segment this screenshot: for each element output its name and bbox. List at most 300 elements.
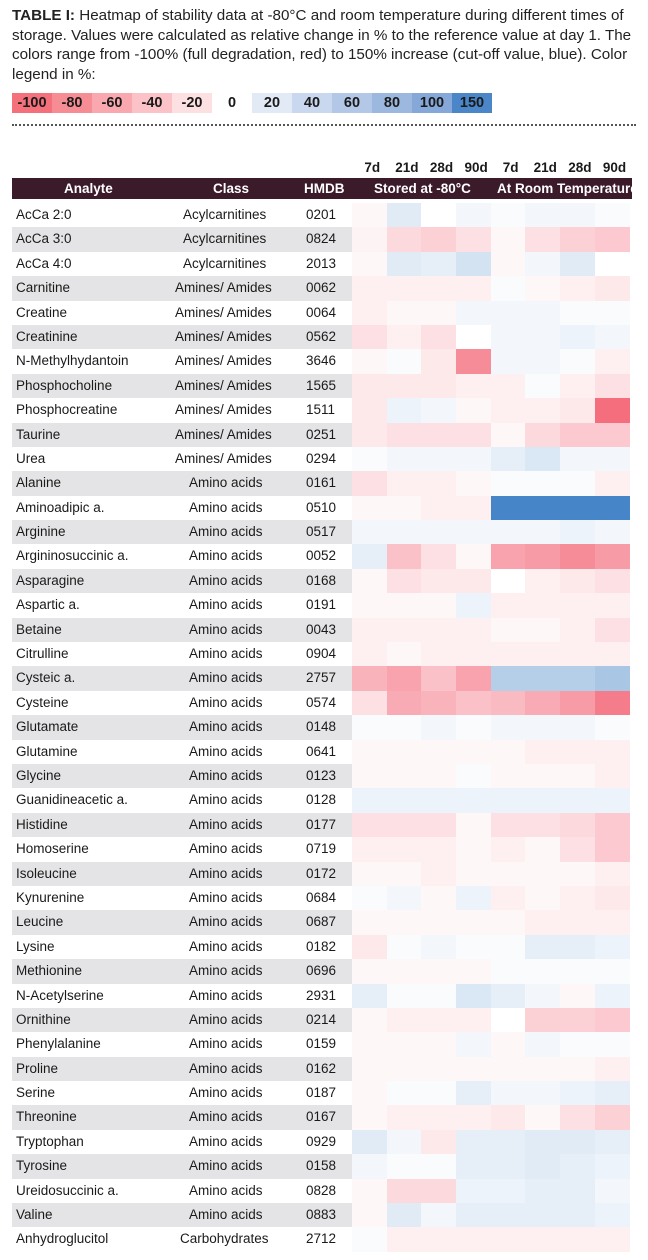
- heatmap-cell: [352, 1057, 387, 1081]
- heatmap-cell: [421, 1203, 456, 1227]
- heatmap-cell: [560, 276, 595, 300]
- analyte-name: Citrulline: [16, 646, 69, 662]
- heatmap-cell: [387, 325, 422, 349]
- heatmap-cell: [491, 1105, 526, 1129]
- heatmap-cell: [491, 1130, 526, 1154]
- period-label: 90d: [464, 160, 488, 175]
- heatmap-cell: [560, 398, 595, 422]
- heatmap-cells: [352, 618, 630, 642]
- analyte-name: Anhydroglucitol: [16, 1231, 109, 1247]
- heatmap-cell: [421, 203, 456, 227]
- heatmap-cell: [525, 813, 560, 837]
- analyte-class: Amines/ Amides: [175, 304, 272, 320]
- table-row: [12, 740, 632, 764]
- heatmap-cell: [525, 544, 560, 568]
- analyte-name: Alanine: [16, 475, 62, 491]
- heatmap-cell: [560, 423, 595, 447]
- heatmap-cell: [595, 374, 630, 398]
- analyte-class: Acylcarnitines: [183, 207, 267, 222]
- table-row: [12, 227, 632, 251]
- table-row: [12, 203, 632, 227]
- heatmap-cell: [595, 1203, 630, 1227]
- analyte-class: Amino acids: [189, 963, 263, 979]
- dotted-divider: [12, 124, 636, 126]
- heatmap-cell: [560, 666, 595, 690]
- heatmap-cell: [491, 1154, 526, 1178]
- table-row: [12, 1105, 632, 1129]
- heatmap-cell: [456, 1227, 491, 1251]
- heatmap-cell: [421, 447, 456, 471]
- heatmap-cell: [352, 471, 387, 495]
- heatmap-cell: [595, 642, 630, 666]
- analyte-class: Amino acids: [189, 743, 263, 759]
- heatmap-cell: [421, 423, 456, 447]
- heatmap-cell: [421, 715, 456, 739]
- analyte-class: Amino acids: [189, 865, 263, 881]
- legend-swatch: -100: [12, 93, 52, 113]
- analyte-class: Amino acids: [189, 499, 263, 515]
- table-row: [12, 544, 632, 568]
- heatmap-cell: [421, 1227, 456, 1251]
- table-row: [12, 691, 632, 715]
- analyte-class: Amino acids: [189, 816, 263, 832]
- table-row: [12, 935, 632, 959]
- heatmap-cell: [595, 1227, 630, 1251]
- heatmap-cell: [456, 593, 491, 617]
- heatmap-cell: [560, 1008, 595, 1032]
- heatmap-cell: [595, 203, 630, 227]
- heatmap-cell: [491, 496, 526, 520]
- period-label: 28d: [568, 160, 592, 175]
- heatmap-cell: [387, 691, 422, 715]
- heatmap-cells: [352, 374, 630, 398]
- heatmap-cell: [352, 325, 387, 349]
- heatmap-cell: [525, 837, 560, 861]
- heatmap-cell: [560, 1227, 595, 1251]
- heatmap-cell: [421, 227, 456, 251]
- heatmap-cell: [387, 496, 422, 520]
- heatmap-cell: [387, 715, 422, 739]
- legend-swatch: 0: [212, 93, 252, 113]
- analyte-class: Amino acids: [189, 987, 263, 1003]
- heatmap-cell: [560, 544, 595, 568]
- heatmap-cell: [491, 569, 526, 593]
- heatmap-cell: [456, 423, 491, 447]
- heatmap-cell: [491, 374, 526, 398]
- heatmap-cell: [421, 1179, 456, 1203]
- heatmap-cell: [456, 1008, 491, 1032]
- analyte-name: Kynurenine: [16, 889, 85, 905]
- heatmap-cell: [456, 496, 491, 520]
- heatmap-cell: [560, 788, 595, 812]
- heatmap-cell: [456, 301, 491, 325]
- heatmap-cell: [387, 1032, 422, 1056]
- heatmap-cell: [595, 764, 630, 788]
- hmdb-id: 0191: [306, 597, 337, 613]
- row-label-background: [12, 1081, 352, 1105]
- hmdb-id: 1565: [306, 377, 337, 393]
- heatmap-cell: [456, 374, 491, 398]
- hmdb-id: 0128: [306, 792, 337, 808]
- hmdb-id: 0904: [306, 646, 337, 662]
- analyte-class: Amino acids: [189, 792, 263, 808]
- period-label: 21d: [395, 160, 419, 175]
- heatmap-cell: [525, 1032, 560, 1056]
- heatmap-cell: [387, 1057, 422, 1081]
- heatmap-cell: [491, 788, 526, 812]
- heatmap-cell: [491, 984, 526, 1008]
- heatmap-cell: [525, 1203, 560, 1227]
- heatmap-cell: [595, 496, 630, 520]
- heatmap-cell: [560, 569, 595, 593]
- heatmap-cell: [421, 837, 456, 861]
- analyte-class: Amino acids: [189, 548, 263, 564]
- analyte-class: Amino acids: [189, 914, 263, 930]
- heatmap-cell: [387, 862, 422, 886]
- heatmap-cell: [421, 1130, 456, 1154]
- heatmap-cell: [595, 471, 630, 495]
- analyte-name: Leucine: [16, 914, 64, 930]
- hmdb-id: 2013: [306, 255, 337, 271]
- heatmap-cells: [352, 837, 630, 861]
- heatmap-cell: [387, 276, 422, 300]
- heatmap-cell: [387, 959, 422, 983]
- heatmap-cell: [387, 642, 422, 666]
- heatmap-cell: [595, 959, 630, 983]
- heatmap-cell: [387, 1154, 422, 1178]
- header-stored-minus80: Stored at -80°C: [374, 181, 471, 196]
- heatmap-cell: [352, 1227, 387, 1251]
- heatmap-cell: [525, 349, 560, 373]
- header-room-temperature: At Room Temperature: [497, 181, 638, 196]
- table-row: [12, 423, 632, 447]
- heatmap-cells: [352, 423, 630, 447]
- header-analyte: Analyte: [64, 181, 113, 196]
- heatmap-cell: [525, 1008, 560, 1032]
- heatmap-cell: [560, 935, 595, 959]
- heatmap-cell: [525, 935, 560, 959]
- heatmap-cell: [387, 1081, 422, 1105]
- heatmap-cell: [456, 203, 491, 227]
- hmdb-id: 0172: [306, 865, 337, 881]
- heatmap-cell: [491, 471, 526, 495]
- heatmap-cell: [595, 618, 630, 642]
- heatmap-cell: [387, 569, 422, 593]
- heatmap-cells: [352, 398, 630, 422]
- heatmap-cells: [352, 984, 630, 1008]
- heatmap-cell: [525, 520, 560, 544]
- table-row: [12, 1179, 632, 1203]
- analyte-class: Amino acids: [189, 719, 263, 735]
- heatmap-cell: [525, 764, 560, 788]
- heatmap-cells: [352, 740, 630, 764]
- heatmap-cell: [421, 642, 456, 666]
- heatmap-cell: [560, 227, 595, 251]
- legend-swatch: 100: [412, 93, 452, 113]
- heatmap-cell: [352, 837, 387, 861]
- heatmap-cell: [421, 813, 456, 837]
- heatmap-cell: [595, 813, 630, 837]
- heatmap-cell: [352, 593, 387, 617]
- heatmap-cells: [352, 813, 630, 837]
- heatmap-cell: [456, 715, 491, 739]
- analyte-class: Amino acids: [189, 1182, 263, 1198]
- hmdb-id: 0929: [306, 1133, 337, 1149]
- heatmap-cell: [421, 862, 456, 886]
- heatmap-cell: [491, 423, 526, 447]
- heatmap-cell: [421, 691, 456, 715]
- table-row: [12, 1227, 632, 1251]
- caption-text: Heatmap of stability data at -80°C and room temperature during different times of storage. Values were calculated as relative change in % to the reference value at day 1. The colors range from -100% (full degradation, red) to 150% increase (cut-off value, blue). Color legend in %:: [12, 7, 632, 83]
- heatmap-cell: [525, 423, 560, 447]
- heatmap-cell: [491, 910, 526, 934]
- heatmap-cell: [456, 862, 491, 886]
- legend-swatch: 150: [452, 93, 492, 113]
- legend-swatch: 80: [372, 93, 412, 113]
- heatmap-cell: [456, 740, 491, 764]
- heatmap-cell: [525, 252, 560, 276]
- table-row: [12, 1130, 632, 1154]
- heatmap-cells: [352, 935, 630, 959]
- analyte-class: Acylcarnitines: [183, 231, 267, 247]
- analyte-class: Acylcarnitines: [183, 255, 267, 271]
- heatmap-cell: [595, 423, 630, 447]
- table-row: [12, 374, 632, 398]
- legend-swatch: -20: [172, 93, 212, 113]
- heatmap-cell: [456, 935, 491, 959]
- table-row: [12, 813, 632, 837]
- legend-swatch: 20: [252, 93, 292, 113]
- heatmap-cell: [560, 984, 595, 1008]
- heatmap-table-body: [12, 203, 632, 1252]
- analyte-name: Aminoadipic a.: [16, 499, 105, 515]
- hmdb-id: 0684: [306, 889, 337, 905]
- heatmap-cell: [421, 1081, 456, 1105]
- heatmap-cell: [491, 740, 526, 764]
- heatmap-cell: [595, 447, 630, 471]
- analyte-name: Tyrosine: [16, 1158, 68, 1174]
- analyte-class: Amino acids: [189, 1036, 263, 1052]
- period-label: 7d: [502, 160, 519, 175]
- table-row: [12, 886, 632, 910]
- heatmap-cells: [352, 301, 630, 325]
- analyte-name: Phenylalanine: [16, 1036, 101, 1052]
- heatmap-cell: [525, 447, 560, 471]
- heatmap-cell: [387, 935, 422, 959]
- heatmap-cell: [352, 203, 387, 227]
- heatmap-cell: [560, 1179, 595, 1203]
- hmdb-id: 0158: [306, 1158, 337, 1174]
- hmdb-id: 0123: [306, 767, 337, 783]
- heatmap-cell: [352, 276, 387, 300]
- heatmap-cell: [352, 374, 387, 398]
- table-caption: [12, 6, 636, 84]
- analyte-class: Amino acids: [189, 1133, 263, 1149]
- hmdb-id: 0162: [306, 1060, 337, 1076]
- heatmap-cells: [352, 1179, 630, 1203]
- hmdb-id: 2757: [306, 670, 337, 686]
- heatmap-cells: [352, 666, 630, 690]
- heatmap-cells: [352, 203, 630, 227]
- heatmap-cells: [352, 471, 630, 495]
- hmdb-id: 0214: [306, 1011, 337, 1027]
- row-label-background: [12, 935, 352, 959]
- heatmap-cell: [560, 642, 595, 666]
- heatmap-cell: [456, 959, 491, 983]
- analyte-class: Amino acids: [189, 524, 263, 540]
- heatmap-cell: [352, 423, 387, 447]
- heatmap-cell: [456, 398, 491, 422]
- analyte-class: Amino acids: [189, 1158, 263, 1174]
- analyte-name: Carnitine: [16, 280, 71, 296]
- heatmap-cell: [421, 593, 456, 617]
- heatmap-cell: [595, 666, 630, 690]
- heatmap-cell: [595, 886, 630, 910]
- heatmap-cell: [456, 569, 491, 593]
- heatmap-cell: [352, 301, 387, 325]
- heatmap-cell: [387, 423, 422, 447]
- heatmap-cell: [387, 1130, 422, 1154]
- table-row: [12, 1203, 632, 1227]
- heatmap-cell: [595, 984, 630, 1008]
- heatmap-cell: [525, 325, 560, 349]
- heatmap-cell: [560, 1081, 595, 1105]
- heatmap-cell: [352, 1130, 387, 1154]
- heatmap-cell: [352, 910, 387, 934]
- heatmap-cell: [525, 398, 560, 422]
- heatmap-cell: [352, 349, 387, 373]
- heatmap-cell: [387, 1105, 422, 1129]
- heatmap-cells: [352, 496, 630, 520]
- heatmap-cell: [387, 471, 422, 495]
- heatmap-cell: [525, 1154, 560, 1178]
- analyte-name: Argininosuccinic a.: [16, 548, 129, 564]
- heatmap-cell: [560, 593, 595, 617]
- heatmap-cell: [456, 1081, 491, 1105]
- analyte-class: Amino acids: [189, 597, 263, 613]
- heatmap-cell: [387, 740, 422, 764]
- heatmap-cell: [352, 984, 387, 1008]
- period-header-row: [355, 160, 632, 175]
- table-row: [12, 593, 632, 617]
- heatmap-cell: [352, 935, 387, 959]
- heatmap-cell: [456, 1203, 491, 1227]
- analyte-name: Methionine: [16, 963, 83, 979]
- heatmap-cell: [387, 666, 422, 690]
- hmdb-id: 0510: [306, 499, 337, 515]
- table-row: [12, 788, 632, 812]
- heatmap-cell: [387, 1227, 422, 1251]
- analyte-class: Amino acids: [189, 1207, 263, 1223]
- table-row: [12, 642, 632, 666]
- heatmap-cell: [560, 1105, 595, 1129]
- heatmap-cell: [560, 1032, 595, 1056]
- heatmap-cell: [352, 447, 387, 471]
- heatmap-cells: [352, 349, 630, 373]
- table-row: [12, 398, 632, 422]
- heatmap-cell: [387, 813, 422, 837]
- heatmap-cell: [560, 496, 595, 520]
- color-legend: [12, 93, 492, 113]
- heatmap-cell: [352, 569, 387, 593]
- heatmap-cell: [456, 764, 491, 788]
- heatmap-cell: [525, 471, 560, 495]
- table-row: [12, 715, 632, 739]
- heatmap-cell: [525, 788, 560, 812]
- heatmap-cell: [387, 593, 422, 617]
- heatmap-cell: [456, 471, 491, 495]
- heatmap-cell: [560, 1203, 595, 1227]
- heatmap-cell: [387, 1203, 422, 1227]
- heatmap-cell: [560, 764, 595, 788]
- heatmap-cell: [560, 1057, 595, 1081]
- heatmap-cells: [352, 691, 630, 715]
- analyte-class: Amines/ Amides: [175, 450, 272, 466]
- hmdb-id: 0562: [306, 328, 337, 344]
- heatmap-cell: [387, 544, 422, 568]
- heatmap-cell: [352, 1154, 387, 1178]
- heatmap-cell: [421, 252, 456, 276]
- hmdb-id: 0187: [306, 1085, 337, 1101]
- heatmap-cell: [421, 1105, 456, 1129]
- analyte-name: Asparagine: [16, 572, 85, 588]
- hmdb-id: 0719: [306, 841, 337, 857]
- analyte-class: Carbohydrates: [180, 1231, 269, 1247]
- analyte-name: AcCa 2:0: [16, 207, 72, 222]
- legend-swatch: -40: [132, 93, 172, 113]
- heatmap-cell: [525, 862, 560, 886]
- row-label-background: [12, 1057, 352, 1081]
- heatmap-cell: [595, 227, 630, 251]
- heatmap-cells: [352, 788, 630, 812]
- heatmap-cell: [525, 276, 560, 300]
- analyte-name: Guanidineacetic a.: [16, 792, 128, 808]
- header-class: Class: [213, 181, 250, 196]
- legend-swatch: 60: [332, 93, 372, 113]
- heatmap-cell: [560, 325, 595, 349]
- heatmap-cell: [456, 886, 491, 910]
- hmdb-id: 1511: [306, 402, 336, 418]
- heatmap-cell: [421, 544, 456, 568]
- heatmap-cell: [491, 935, 526, 959]
- heatmap-cell: [387, 374, 422, 398]
- analyte-class: Amino acids: [189, 889, 263, 905]
- heatmap-cell: [560, 715, 595, 739]
- heatmap-cell: [456, 813, 491, 837]
- analyte-class: Amines/ Amides: [175, 377, 272, 393]
- heatmap-cell: [421, 984, 456, 1008]
- heatmap-cell: [491, 715, 526, 739]
- heatmap-cells: [352, 520, 630, 544]
- heatmap-cell: [456, 910, 491, 934]
- heatmap-cells: [352, 1032, 630, 1056]
- row-label-background: [12, 618, 352, 642]
- heatmap-cell: [387, 203, 422, 227]
- heatmap-cell: [387, 910, 422, 934]
- heatmap-cell: [387, 886, 422, 910]
- heatmap-cell: [387, 1008, 422, 1032]
- heatmap-cell: [421, 959, 456, 983]
- hmdb-id: 0517: [306, 524, 337, 540]
- heatmap-cell: [387, 398, 422, 422]
- analyte-name: N-Acetylserine: [16, 987, 104, 1003]
- heatmap-cell: [525, 642, 560, 666]
- heatmap-cell: [491, 666, 526, 690]
- row-label-background: [12, 1203, 352, 1227]
- hmdb-id: 0251: [306, 426, 337, 442]
- analyte-class: Amino acids: [189, 572, 263, 588]
- analyte-name: Cysteic a.: [16, 670, 76, 686]
